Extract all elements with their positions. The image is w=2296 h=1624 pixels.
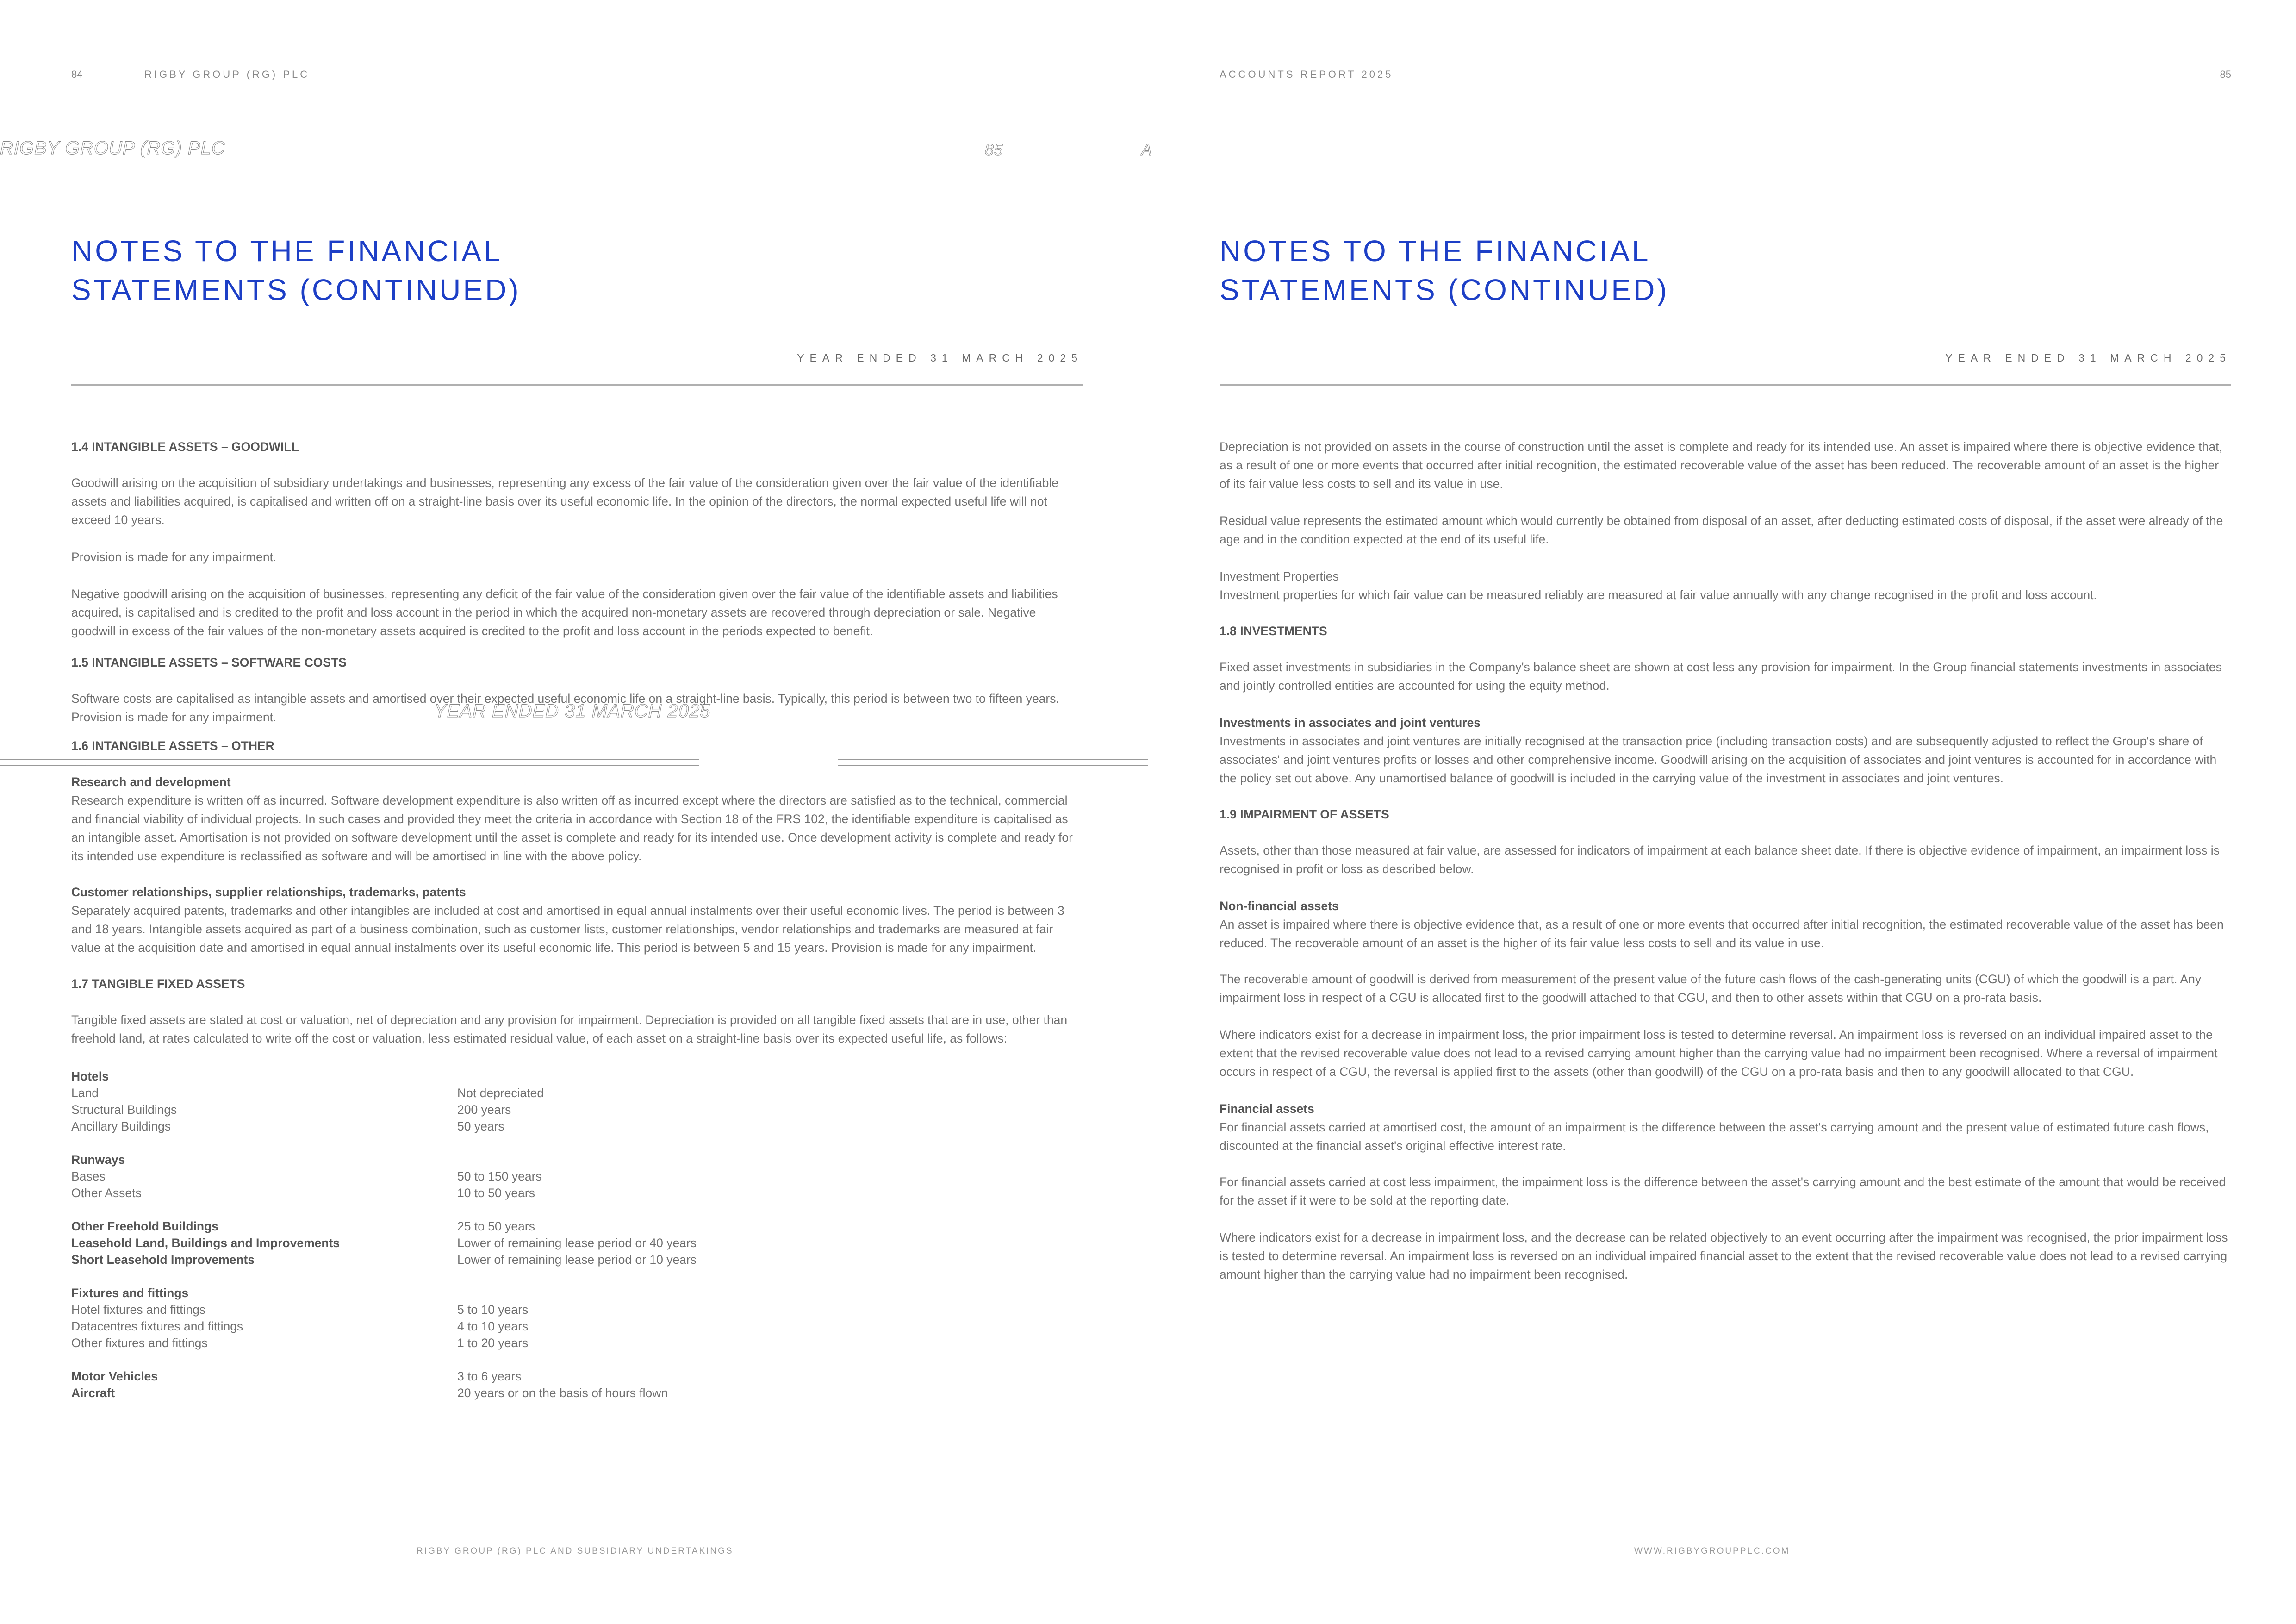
paragraph: Investment properties for which fair value can be measured reliably are measured at fair value annually with any change recognised in the profit and loss account. <box>1220 588 2097 602</box>
useful-lives-row <box>71 1168 1083 1185</box>
useful-life-value <box>457 1068 1083 1085</box>
page-number: 85 <box>2220 69 2231 80</box>
paragraph: Assets, other than those measured at fair value, are assessed for indicators of impairment at each balance sheet date. If there is objective evidence of impairment, an impairment loss is recognised in profit or loss as described below. <box>1220 843 2220 876</box>
asset-class-label: Datacentres fixtures and fittings <box>71 1319 243 1333</box>
useful-lives-row <box>71 1318 1083 1335</box>
useful-life-value: 4 to 10 years <box>457 1319 529 1333</box>
paragraph: An asset is impaired where there is objective evidence that, as a result of one or more events that occurred after initial recognition, the estimated recoverable value of the asset has been reduced. The recoverable amount of an asset is the higher of its fair value less costs to sell and its value in use. <box>1220 918 2224 950</box>
research-block <box>71 773 1083 865</box>
paragraph: Where indicators exist for a decrease in impairment loss, and the decrease can be related objectively to an event occurring after the impairment was recognised, the prior impairment loss is tested to determine reversal. An impairment loss is reversed on an individual impaired financial asset to the extent that the revised recoverable value does not lead to a revised carrying amount higher than the carrying value had no impairment been recognised. <box>1220 1230 2228 1281</box>
useful-lives-group <box>71 1218 1083 1268</box>
paragraph: For financial assets carried at cost less impairment, the impairment loss is the difference between the asset's carrying amount and the best estimate of the amount that would be received for the asset if it were to be sold at the reporting date. <box>1220 1175 2226 1207</box>
asset-class-label: Land <box>71 1086 99 1100</box>
section-heading-other: 1.6 INTANGIBLE ASSETS – OTHER <box>71 739 274 753</box>
paragraph: Depreciation is not provided on assets in the course of construction until the asset is complete and ready for its intended use. An asset is impaired where there is objective evidence that, as a result of one or more events that occurred after initial recognition, the estimated recoverable value of the asset has been reduced. The recoverable amount of an asset is the higher of its fair value less costs to sell and its value in use. <box>1220 440 2222 491</box>
useful-lives-row <box>71 1301 1083 1318</box>
useful-life-value: Not depreciated <box>457 1086 544 1100</box>
asset-class-label: Fixtures and fittings <box>71 1286 189 1300</box>
asset-class-label: Short Leasehold Improvements <box>71 1253 255 1267</box>
financial-assets-block <box>1220 1099 2231 1155</box>
useful-lives-row <box>71 1285 1083 1301</box>
paragraph: For financial assets carried at amortised cost, the amount of an impairment is the difference between the asset's carrying amount and the present value of estimated future cash flows, discounted at the financial asset's original effective interest rate. <box>1220 1120 2209 1153</box>
ghost-header-right: A <box>1141 141 1152 159</box>
paragraph: Provision is made for any impairment. <box>71 550 277 564</box>
paragraph: The recoverable amount of goodwill is derived from measurement of the present value of the future cash flows of the cash-generating units (CGU) of which the goodwill is a part. Any impairment loss in respect of a CGU is allocated first to the goodwill attached to that CGU, and then to other assets within that CGU on a pro-rata basis. <box>1220 972 2202 1005</box>
year-ended-label: YEAR ENDED 31 MARCH 2025 <box>1945 352 2231 364</box>
section-heading-investments: 1.8 INVESTMENTS <box>1220 624 1327 638</box>
useful-lives-table <box>71 1068 1083 1401</box>
useful-life-value: 50 to 150 years <box>457 1169 542 1183</box>
asset-class-label: Other Assets <box>71 1186 142 1200</box>
investment-properties-block <box>1220 567 2231 604</box>
subheading-research: Research and development <box>71 775 231 789</box>
useful-life-value: 20 years or on the basis of hours flown <box>457 1386 668 1400</box>
useful-life-value: 10 to 50 years <box>457 1186 535 1200</box>
right-body <box>1220 437 2231 1302</box>
section-heading-tangible: 1.7 TANGIBLE FIXED ASSETS <box>71 977 245 991</box>
useful-lives-row <box>71 1068 1083 1085</box>
asset-class-label: Other Freehold Buildings <box>71 1219 219 1233</box>
useful-life-value: 25 to 50 years <box>457 1219 535 1233</box>
asset-class-label: Leasehold Land, Buildings and Improvements <box>71 1236 340 1250</box>
footer: RIGBY GROUP (RG) PLC AND SUBSIDIARY UNDERTAKINGS <box>417 1546 734 1556</box>
useful-lives-row <box>71 1368 1083 1385</box>
page-number: 84 <box>71 69 83 80</box>
asset-class-label: Hotels <box>71 1069 109 1083</box>
page-title: NOTES TO THE FINANCIAL STATEMENTS (CONTINUED) <box>71 234 521 306</box>
useful-life-value: 200 years <box>457 1103 511 1117</box>
paragraph: Fixed asset investments in subsidiaries in the Company's balance sheet are shown at cost less any provision for impairment. In the Group financial statements investments in associates and jointly controlled entities are accounted for using the equity method. <box>1220 660 2222 693</box>
useful-lives-group <box>71 1285 1083 1351</box>
paragraph: Tangible fixed assets are stated at cost or valuation, net of depreciation and any provision for impairment. Depreciation is provided on all tangible fixed assets that are in use, other than freehold land, at rates calculated to write off the cost or valuation, less estimated residual value, of each asset on a straight-line basis over its expected useful life, as follows: <box>71 1013 1068 1045</box>
ghost-header-left: RIGBY GROUP (RG) PLC <box>0 138 225 158</box>
footer: WWW.RIGBYGROUPPLC.COM <box>1634 1546 1790 1556</box>
useful-lives-group <box>71 1151 1083 1201</box>
paragraph: Investments in associates and joint ventures are initially recognised at the transaction price (including transaction costs) and are subsequently adjusted to reflect the Group's share of associates' and joint ventures profits or losses and other comprehensive income. Goodwill arising on the acquisition of associates and joint ventures is accounted for in accordance with the policy set out above. Any unamortised balance of goodwill is included in the carrying value of the investment in associates and joint ventures. <box>1220 734 2217 785</box>
year-ended-label: YEAR ENDED 31 MARCH 2025 <box>797 352 1083 364</box>
useful-lives-row <box>71 1101 1083 1118</box>
useful-life-value: 50 years <box>457 1119 504 1133</box>
header-rule <box>1220 384 2231 386</box>
paragraph: Negative goodwill arising on the acquisition of businesses, representing any deficit of the fair value of the consideration given over the fair value of the identifiable assets and liabilities acquired, is capitalised and is credited to the profit and loss account in the period in which the acquired non-monetary assets are recovered through depreciation or sale. Negative goodwill in excess of the fair values of the non-monetary assets acquired is credited to the profit and loss account in the periods expected to benefit. <box>71 587 1058 638</box>
useful-life-value: Lower of remaining lease period or 40 years <box>457 1236 697 1250</box>
asset-class-label: Ancillary Buildings <box>71 1119 171 1133</box>
section-heading-impairment: 1.9 IMPAIRMENT OF ASSETS <box>1220 807 1389 821</box>
ghost-year-ended: YEAR ENDED 31 MARCH 2025 <box>434 701 711 721</box>
asset-class-label: Other fixtures and fittings <box>71 1336 208 1350</box>
asset-class-label: Runways <box>71 1153 125 1167</box>
associates-block <box>1220 713 2231 787</box>
running-head: ACCOUNTS REPORT 2025 <box>1220 69 1394 80</box>
section-heading-software: 1.5 INTANGIBLE ASSETS – SOFTWARE COSTS <box>71 656 347 669</box>
subheading-financial-assets: Financial assets <box>1220 1102 1314 1116</box>
useful-life-value: 5 to 10 years <box>457 1303 529 1317</box>
header-rule <box>71 384 1083 386</box>
useful-lives-row <box>71 1118 1083 1135</box>
subheading-investment-properties: Investment Properties <box>1220 569 1339 583</box>
running-head: RIGBY GROUP (RG) PLC <box>144 69 310 80</box>
asset-class-label: Bases <box>71 1169 106 1183</box>
useful-lives-group <box>71 1368 1083 1401</box>
useful-lives-row <box>71 1185 1083 1201</box>
paragraph: Separately acquired patents, trademarks and other intangibles are included at cost and amortised in equal annual instalments over their useful economic lives. The period is between 3 and 18 years. Intangible assets acquired as part of a business combination, such as customer lists, customer relationships, vendor relationships and trademarks are measured at fair value at the acquisition date and amortised in equal annual instalments over its useful economic life. This period is between 5 and 15 years. Provision is made for any impairment. <box>71 904 1064 955</box>
useful-lives-row <box>71 1385 1083 1401</box>
page-title: NOTES TO THE FINANCIAL STATEMENTS (CONTINUED) <box>1220 234 1669 306</box>
useful-lives-group <box>71 1068 1083 1135</box>
subheading-customer: Customer relationships, supplier relationships, trademarks, patents <box>71 885 466 899</box>
useful-life-value <box>457 1151 1083 1168</box>
asset-class-label: Hotel fixtures and fittings <box>71 1303 206 1317</box>
useful-life-value: 3 to 6 years <box>457 1369 522 1383</box>
paragraph: Goodwill arising on the acquisition of subsidiary undertakings and businesses, representing any excess of the fair value of the consideration given over the fair value of the identifiable assets and liabilities acquired, is capitalised and written off on a straight-line basis over its useful economic life. In the opinion of the directors, the normal expected useful life will not exceed 10 years. <box>71 476 1059 527</box>
asset-class-label: Aircraft <box>71 1386 115 1400</box>
useful-lives-row <box>71 1218 1083 1235</box>
useful-lives-row <box>71 1151 1083 1168</box>
subheading-associates: Investments in associates and joint ventures <box>1220 716 1481 730</box>
customer-block <box>71 883 1083 957</box>
useful-lives-row <box>71 1251 1083 1268</box>
paragraph: Research expenditure is written off as incurred. Software development expenditure is also written off as incurred except where the directors are satisfied as to the technical, commercial and financial viability of individual projects. In such cases and provided they meet the criteria in accordance with Section 18 of the FRS 102, the identifiable expenditure is capitalised as an intangible asset. Amortisation is not provided on software development until the asset is complete and ready for its intended use. Once development activity is complete and ready for its intended use expenditure is reclassified as software and will be amortised in line with the above policy. <box>71 793 1073 863</box>
useful-life-value <box>457 1285 1083 1301</box>
subheading-non-financial: Non-financial assets <box>1220 899 1339 913</box>
useful-life-value: Lower of remaining lease period or 10 years <box>457 1253 697 1267</box>
paragraph: Software costs are capitalised as intangible assets and amortised over their expected useful economic life on a straight-line basis. Typically, this period is between two to fifteen years. Provision is made for any impairment. <box>71 692 1059 724</box>
asset-class-label: Motor Vehicles <box>71 1369 158 1383</box>
right-page <box>1148 0 2296 1624</box>
section-heading-goodwill: 1.4 INTANGIBLE ASSETS – GOODWILL <box>71 440 299 454</box>
useful-lives-row <box>71 1335 1083 1351</box>
paragraph: Where indicators exist for a decrease in impairment loss, the prior impairment loss is tested to determine reversal. An impairment loss is reversed on an individual impaired asset to the extent that the revised recoverable value does not lead to a revised carrying amount higher than the carrying value had no impairment been recognised. Where a reversal of impairment occurs in respect of a CGU, the reversal is applied first to the assets (other than goodwill) of the CGU on a pro-rata basis and then to any goodwill allocated to that CGU. <box>1220 1028 2218 1079</box>
non-financial-block <box>1220 897 2231 952</box>
asset-class-label: Structural Buildings <box>71 1103 177 1117</box>
useful-lives-row <box>71 1085 1083 1101</box>
useful-life-value: 1 to 20 years <box>457 1336 529 1350</box>
useful-lives-row <box>71 1235 1083 1251</box>
paragraph: Residual value represents the estimated amount which would currently be obtained from disposal of an asset, after deducting estimated costs of disposal, if the asset were already of the age and in the condition expected at the end of its useful life. <box>1220 514 2223 546</box>
ghost-header-mid: 85 <box>985 141 1003 159</box>
left-body <box>71 437 1083 1418</box>
